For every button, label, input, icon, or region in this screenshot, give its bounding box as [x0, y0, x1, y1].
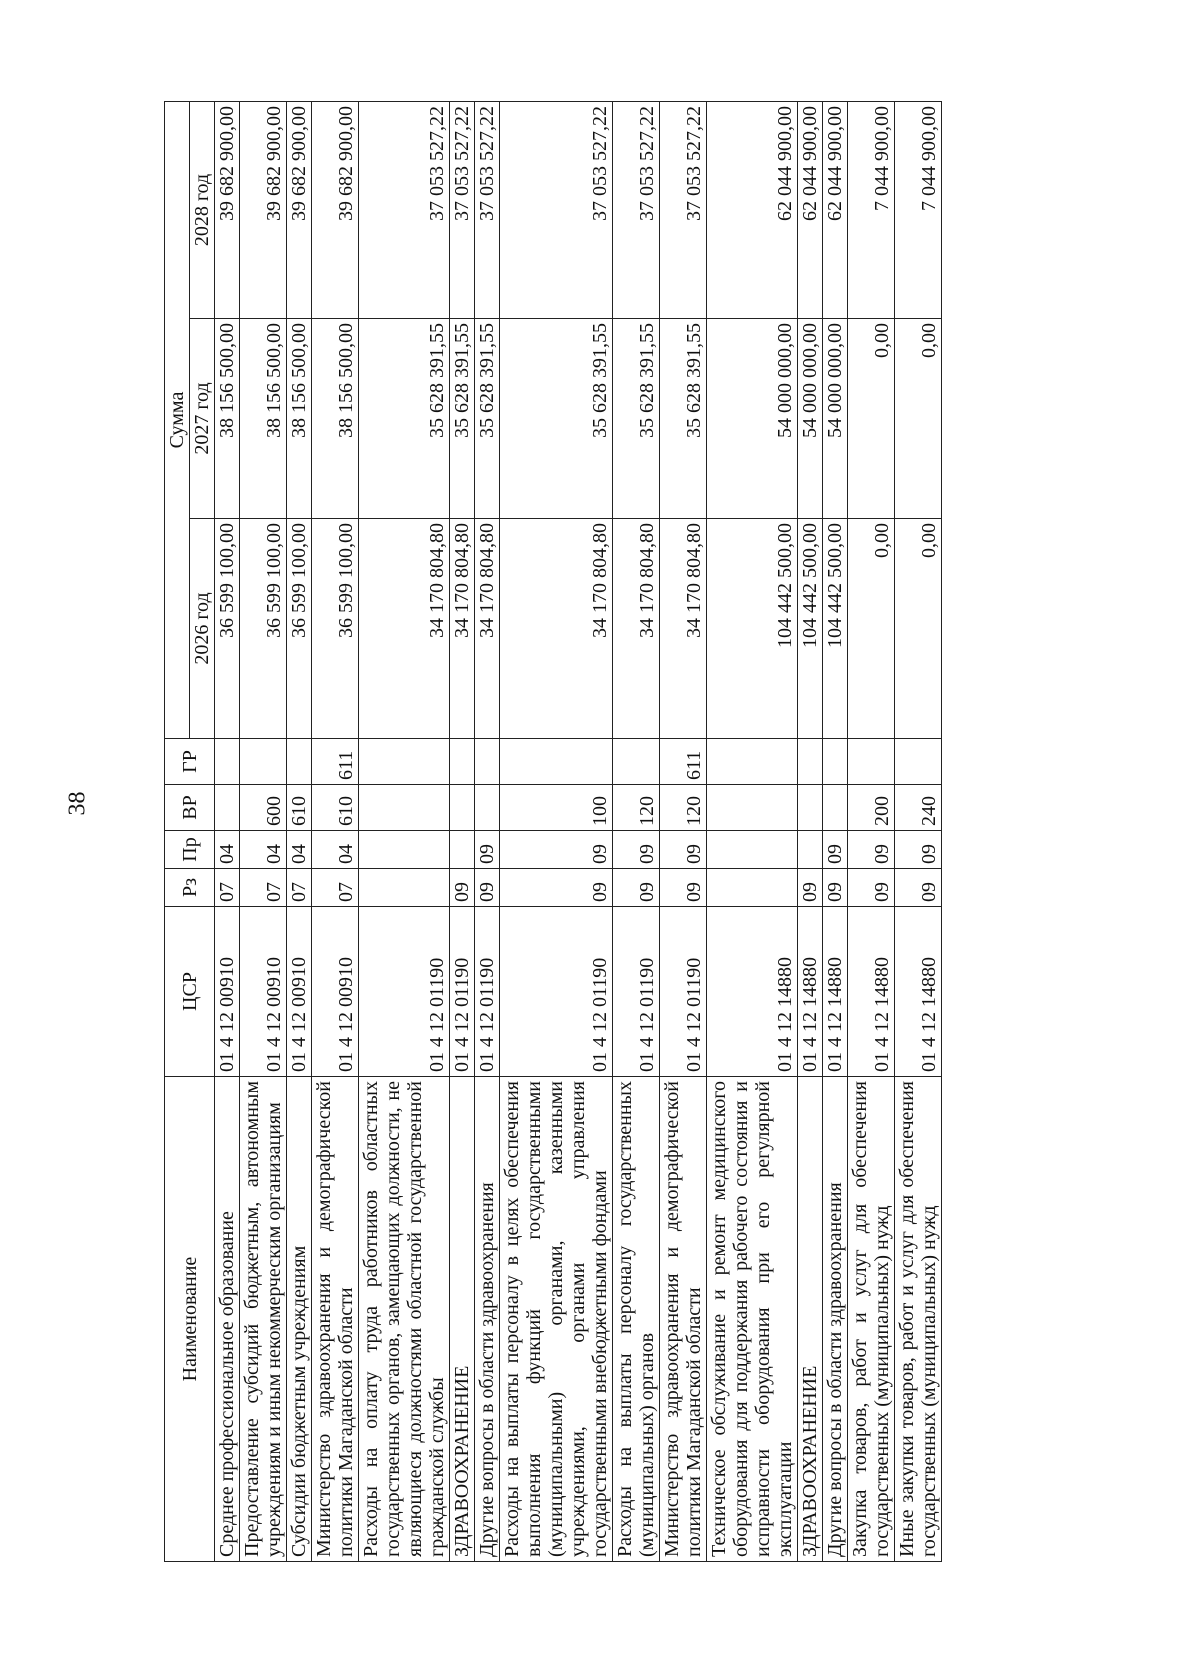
row-pr: 04: [312, 831, 359, 869]
row-sum-2027: 0,00: [848, 319, 895, 519]
row-sum-2027: 35 628 391,55: [660, 319, 707, 519]
row-name: Предоставление субсидий бюджетным, автономным учреждениям и иным некоммерческим организациям: [240, 1077, 287, 1562]
table-row: [613, 101, 660, 1561]
header-year-2027: 2027 год: [190, 319, 215, 519]
row-rz: 09: [613, 869, 660, 907]
row-sum-2027: 35 628 391,55: [359, 319, 450, 519]
table-row: [475, 101, 500, 1561]
header-sum: Сумма: [165, 101, 190, 738]
row-sum-2027: 38 156 500,00: [215, 319, 240, 519]
row-sum-2028: 62 044 900,00: [707, 101, 798, 318]
row-pr: 04: [240, 831, 287, 869]
row-sum-2026: 0,00: [895, 519, 942, 739]
header-vr: ВР: [165, 785, 215, 831]
row-vr: [707, 785, 798, 831]
row-pr: 09: [475, 831, 500, 869]
row-sum-2026: 104 442 500,00: [823, 519, 848, 739]
row-csr: 01 4 12 00910: [287, 907, 312, 1077]
row-pr: [798, 831, 823, 869]
table-row: [240, 101, 287, 1561]
row-rz: 07: [287, 869, 312, 907]
header-year-2026: 2026 год: [190, 519, 215, 739]
row-rz: 07: [215, 869, 240, 907]
row-sum-2028: 37 053 527,22: [500, 101, 613, 318]
row-vr: 200: [848, 785, 895, 831]
row-sum-2026: 0,00: [848, 519, 895, 739]
row-sum-2026: 34 170 804,80: [613, 519, 660, 739]
row-gr: [475, 739, 500, 785]
table-row: [450, 101, 475, 1561]
row-csr: 01 4 12 00910: [240, 907, 287, 1077]
row-gr: [240, 739, 287, 785]
table-row: [287, 101, 312, 1561]
row-pr: 09: [660, 831, 707, 869]
row-sum-2027: 54 000 000,00: [823, 319, 848, 519]
row-sum-2028: 37 053 527,22: [613, 101, 660, 318]
table-row: [895, 101, 942, 1561]
row-sum-2026: 34 170 804,80: [500, 519, 613, 739]
row-vr: 100: [500, 785, 613, 831]
row-gr: [500, 739, 613, 785]
row-csr: 01 4 12 01190: [475, 907, 500, 1077]
row-vr: [475, 785, 500, 831]
row-csr: 01 4 12 00910: [312, 907, 359, 1077]
row-sum-2028: 39 682 900,00: [287, 101, 312, 318]
row-name: Расходы на выплаты персоналу в целях обеспечения выполнения функций государственными (муниципальными) органами, казенными учреждениями, органами управления государственными внебюджетными фондами: [500, 1077, 613, 1562]
row-gr: [895, 739, 942, 785]
row-name: Министерство здравоохранения и демографической политики Магаданской области: [312, 1077, 359, 1562]
row-rz: 09: [475, 869, 500, 907]
row-pr: 04: [287, 831, 312, 869]
row-pr: 09: [895, 831, 942, 869]
row-gr: 611: [312, 739, 359, 785]
row-gr: [215, 739, 240, 785]
row-sum-2027: 35 628 391,55: [613, 319, 660, 519]
row-vr: 120: [660, 785, 707, 831]
row-sum-2027: 35 628 391,55: [475, 319, 500, 519]
row-pr: [450, 831, 475, 869]
row-sum-2026: 36 599 100,00: [215, 519, 240, 739]
page-number: 38: [64, 791, 91, 816]
row-sum-2027: 38 156 500,00: [312, 319, 359, 519]
row-gr: [359, 739, 450, 785]
row-sum-2028: 7 044 900,00: [895, 101, 942, 318]
row-vr: 600: [240, 785, 287, 831]
row-rz: 09: [798, 869, 823, 907]
row-vr: [450, 785, 475, 831]
table-row: [798, 101, 823, 1561]
row-name: Другие вопросы в области здравоохранения: [475, 1077, 500, 1562]
header-name: Наименование: [165, 1077, 215, 1562]
row-sum-2027: 54 000 000,00: [707, 319, 798, 519]
table-row: [848, 101, 895, 1561]
row-vr: [215, 785, 240, 831]
row-csr: 01 4 12 14880: [798, 907, 823, 1077]
row-sum-2028: 39 682 900,00: [215, 101, 240, 318]
row-csr: 01 4 12 01190: [450, 907, 475, 1077]
row-pr: [707, 831, 798, 869]
row-csr: 01 4 12 00910: [215, 907, 240, 1077]
rotated-page-content: [164, 102, 1064, 1562]
row-name: Среднее профессиональное образование: [215, 1077, 240, 1562]
row-name: Министерство здравоохранения и демографической политики Магаданской области: [660, 1077, 707, 1562]
row-rz: 09: [450, 869, 475, 907]
row-csr: 01 4 12 14880: [823, 907, 848, 1077]
row-csr: 01 4 12 01190: [359, 907, 450, 1077]
row-pr: [359, 831, 450, 869]
row-sum-2028: 7 044 900,00: [848, 101, 895, 318]
row-gr: 611: [660, 739, 707, 785]
row-sum-2028: 62 044 900,00: [798, 101, 823, 318]
row-gr: [707, 739, 798, 785]
header-rz: Рз: [165, 869, 215, 907]
row-rz: [707, 869, 798, 907]
row-csr: 01 4 12 14880: [895, 907, 942, 1077]
table-row: [500, 101, 613, 1561]
row-gr: [798, 739, 823, 785]
table-row: [359, 101, 450, 1561]
row-name: Другие вопросы в области здравоохранения: [823, 1077, 848, 1562]
row-pr: 04: [215, 831, 240, 869]
table-row: [707, 101, 798, 1561]
row-name: ЗДРАВООХРАНЕНИЕ: [450, 1077, 475, 1562]
header-csr: ЦСР: [165, 907, 215, 1077]
row-sum-2026: 34 170 804,80: [450, 519, 475, 739]
row-sum-2026: 36 599 100,00: [287, 519, 312, 739]
row-csr: 01 4 12 01190: [500, 907, 613, 1077]
row-vr: 610: [312, 785, 359, 831]
row-sum-2027: 54 000 000,00: [798, 319, 823, 519]
row-vr: [359, 785, 450, 831]
row-csr: 01 4 12 14880: [707, 907, 798, 1077]
row-sum-2027: 35 628 391,55: [500, 319, 613, 519]
header-gr: ГР: [165, 739, 215, 785]
row-sum-2028: 39 682 900,00: [240, 101, 287, 318]
row-rz: 09: [823, 869, 848, 907]
row-rz: [359, 869, 450, 907]
row-sum-2027: 0,00: [895, 319, 942, 519]
row-csr: 01 4 12 01190: [660, 907, 707, 1077]
row-sum-2028: 37 053 527,22: [660, 101, 707, 318]
row-rz: 09: [848, 869, 895, 907]
row-sum-2026: 34 170 804,80: [359, 519, 450, 739]
row-name: Расходы на выплаты персоналу государственных (муниципальных) органов: [613, 1077, 660, 1562]
row-name: Иные закупки товаров, работ и услуг для обеспечения государственных (муниципальных) нужд: [895, 1077, 942, 1562]
row-name: Расходы на оплату труда работников областных государственных органов, замещающих должности, не являющиеся должностями областной государственной гражданской службы: [359, 1077, 450, 1562]
row-vr: [823, 785, 848, 831]
row-rz: 09: [500, 869, 613, 907]
row-sum-2027: 35 628 391,55: [450, 319, 475, 519]
row-gr: [450, 739, 475, 785]
table-row: [823, 101, 848, 1561]
row-vr: [798, 785, 823, 831]
row-gr: [613, 739, 660, 785]
table-row: [312, 101, 359, 1561]
row-rz: 09: [660, 869, 707, 907]
row-name: Закупка товаров, работ и услуг для обеспечения государственных (муниципальных) нужд: [848, 1077, 895, 1562]
header-year-2028: 2028 год: [190, 101, 215, 318]
row-sum-2026: 36 599 100,00: [240, 519, 287, 739]
row-name: ЗДРАВООХРАНЕНИЕ: [798, 1077, 823, 1562]
row-vr: 610: [287, 785, 312, 831]
row-sum-2027: 38 156 500,00: [287, 319, 312, 519]
table-row: [660, 101, 707, 1561]
row-rz: 09: [895, 869, 942, 907]
row-pr: 09: [823, 831, 848, 869]
row-rz: 07: [240, 869, 287, 907]
row-vr: 120: [613, 785, 660, 831]
row-sum-2028: 39 682 900,00: [312, 101, 359, 318]
budget-table: [164, 101, 942, 1562]
header-pr: Пр: [165, 831, 215, 869]
row-rz: 07: [312, 869, 359, 907]
row-pr: 09: [848, 831, 895, 869]
row-sum-2026: 34 170 804,80: [660, 519, 707, 739]
table-header-row: [165, 101, 190, 1561]
row-sum-2026: 104 442 500,00: [707, 519, 798, 739]
table-row: [215, 101, 240, 1561]
row-gr: [287, 739, 312, 785]
row-name: Техническое обслуживание и ремонт медицинского оборудования для поддержания рабочего состояния и исправности оборудования при его регулярной эксплуатации: [707, 1077, 798, 1562]
row-vr: 240: [895, 785, 942, 831]
row-sum-2027: 38 156 500,00: [240, 319, 287, 519]
row-sum-2028: 37 053 527,22: [475, 101, 500, 318]
row-pr: 09: [613, 831, 660, 869]
row-gr: [848, 739, 895, 785]
row-csr: 01 4 12 01190: [613, 907, 660, 1077]
row-sum-2028: 37 053 527,22: [450, 101, 475, 318]
row-csr: 01 4 12 14880: [848, 907, 895, 1077]
row-pr: 09: [500, 831, 613, 869]
row-sum-2026: 34 170 804,80: [475, 519, 500, 739]
row-sum-2028: 62 044 900,00: [823, 101, 848, 318]
row-gr: [823, 739, 848, 785]
row-sum-2026: 36 599 100,00: [312, 519, 359, 739]
row-sum-2028: 37 053 527,22: [359, 101, 450, 318]
row-name: Субсидии бюджетным учреждениям: [287, 1077, 312, 1562]
row-sum-2026: 104 442 500,00: [798, 519, 823, 739]
